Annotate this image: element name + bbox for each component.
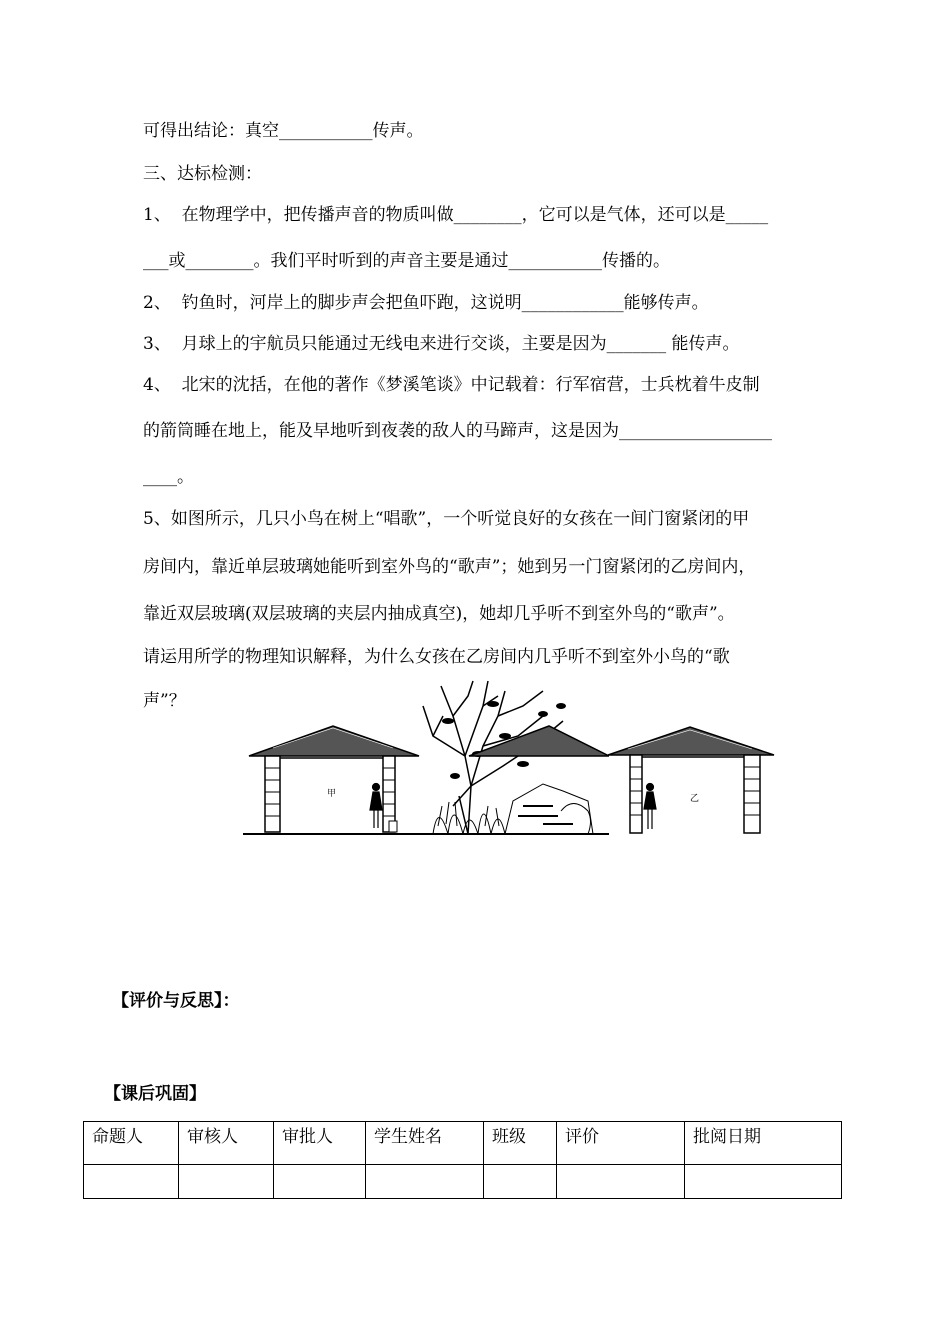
question-5-line-2: 房间内，靠近单层玻璃她能听到室外鸟的“歌声”；她到另一门窗紧闭的乙房间内， bbox=[143, 557, 756, 577]
table-cell[interactable] bbox=[557, 1165, 685, 1199]
header-cell: 审批人 bbox=[274, 1122, 366, 1165]
header-cell: 审核人 bbox=[179, 1122, 274, 1165]
table-cell[interactable] bbox=[179, 1165, 274, 1199]
table-cell[interactable] bbox=[274, 1165, 366, 1199]
right-house-label: 乙 bbox=[690, 794, 700, 804]
conclusion-line: 可得出结论：真空___________传声。 bbox=[143, 121, 424, 141]
table-cell[interactable] bbox=[84, 1165, 179, 1199]
table-cell[interactable] bbox=[685, 1165, 842, 1199]
right-house-drawing bbox=[606, 725, 776, 837]
question-3: 3、 月球上的宇航员只能通过无线电来进行交谈，主要是因为_______ 能传声。 bbox=[143, 334, 740, 354]
table-cell[interactable] bbox=[484, 1165, 557, 1199]
girl-right bbox=[644, 784, 656, 830]
header-cell: 批阅日期 bbox=[685, 1122, 842, 1165]
question-2: 2、 钓鱼时，河岸上的脚步声会把鱼吓跑，这说明____________能够传声。 bbox=[143, 293, 709, 313]
tree bbox=[423, 681, 566, 834]
review-table bbox=[83, 1121, 842, 1199]
question-5-line-4: 请运用所学的物理知识解释，为什么女孩在乙房间内几乎听不到室外小鸟的“歌 bbox=[143, 647, 730, 667]
question-1-line-1: 1、 在物理学中，把传播声音的物质叫做________，它可以是气体，还可以是_____ bbox=[143, 205, 769, 225]
question-5-line-3: 靠近双层玻璃(双层玻璃的夹层内抽成真空)，她却几乎听不到室外鸟的“歌声”。 bbox=[143, 604, 735, 624]
houses-tree-illustration bbox=[243, 676, 609, 841]
table-header-row bbox=[84, 1122, 842, 1165]
table-cell[interactable] bbox=[366, 1165, 484, 1199]
header-cell: 评价 bbox=[557, 1122, 685, 1165]
evaluation-heading: 【评价与反思】： bbox=[112, 991, 240, 1011]
consolidation-heading: 【课后巩固】 bbox=[104, 1084, 206, 1104]
question-1-line-2: ___或________。我们平时听到的声音主要是通过___________传播的。 bbox=[143, 251, 670, 271]
table-row bbox=[84, 1165, 842, 1199]
left-house bbox=[249, 726, 419, 832]
section-title: 三、达标检测： bbox=[143, 164, 262, 184]
question-4-line-1: 4、 北宋的沈括，在他的著作《梦溪笔谈》中记载着：行军宿营，士兵枕着牛皮制 bbox=[143, 375, 760, 395]
bushes bbox=[433, 784, 593, 834]
question-4-line-2: 的箭筒睡在地上，能及早地听到夜袭的敌人的马蹄声，这是因为__________________ bbox=[143, 421, 772, 441]
question-5-line-1: 5、如图所示，几只小鸟在树上“唱歌”，一个听觉良好的女孩在一间门窗紧闭的甲 bbox=[143, 509, 750, 529]
question-5-line-5: 声”？ bbox=[143, 691, 186, 711]
left-house-label: 甲 bbox=[327, 789, 337, 799]
girl-left bbox=[370, 784, 382, 829]
header-cell: 学生姓名 bbox=[366, 1122, 484, 1165]
header-cell: 命题人 bbox=[84, 1122, 179, 1165]
question-4-line-3: ____。 bbox=[143, 467, 194, 487]
header-cell: 班级 bbox=[484, 1122, 557, 1165]
